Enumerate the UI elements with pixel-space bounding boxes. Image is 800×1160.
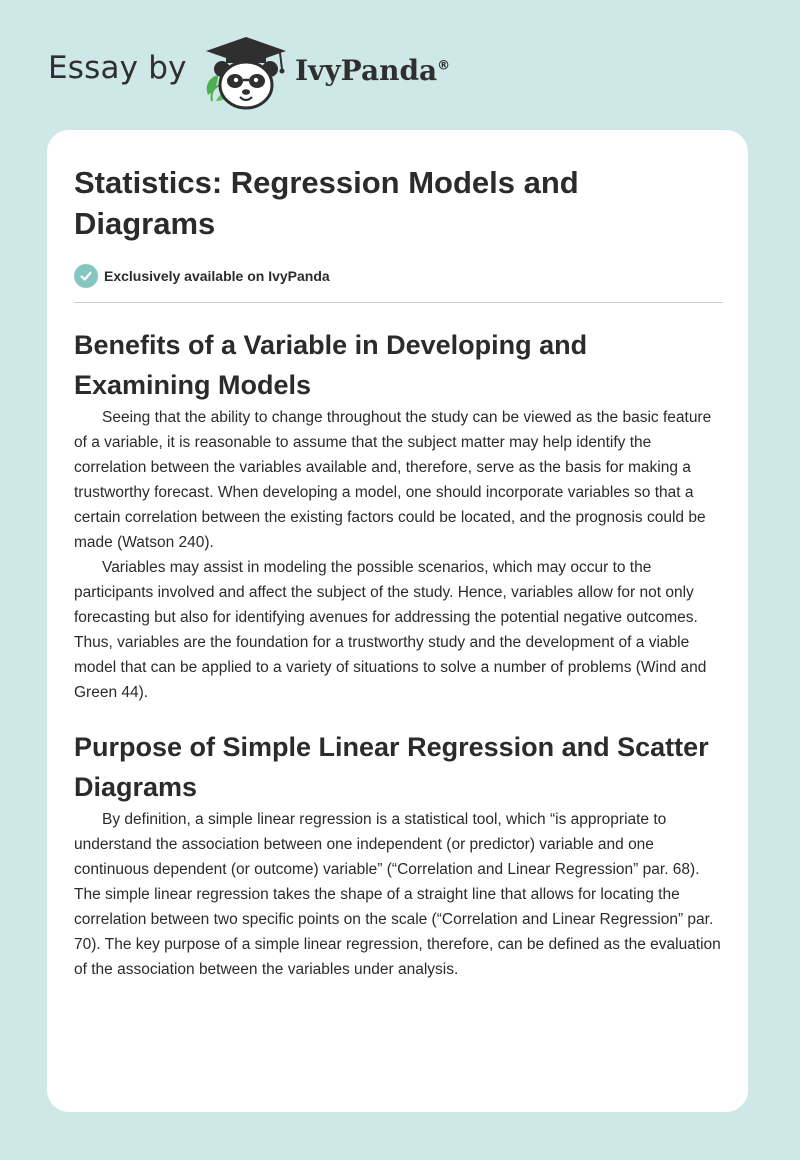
exclusive-label: Exclusively available on IvyPanda: [104, 268, 330, 284]
essay-by-label: Essay by: [48, 50, 187, 86]
brand-label: IvyPanda: [295, 54, 438, 87]
essay-content: [74, 162, 723, 982]
brand-name: [295, 54, 450, 87]
registered-mark: ®: [437, 58, 451, 74]
exclusive-badge: [74, 262, 723, 290]
paragraph: Variables may assist in modeling the possible scenarios, which may occur to the participants involved and affect the subject of the study. Hence, variables allow for not only forecasting but also for identifying avenues for addressing the potential negative outcomes. Thus, variables are the foundation for a trustworthy study and the development of a viable model that can be applied to a variety of situations to solve a number of problems (Wind and Green 44).: [74, 559, 707, 701]
page-title: Statistics: Regression Models and Diagrams: [74, 165, 579, 241]
site-header: [48, 30, 748, 110]
paragraph: Seeing that the ability to change throughout the study can be viewed as the basic feature of a variable, it is reasonable to assume that the subject matter may help identify the correlation between the variables available and, therefore, serve as the basis for making a trustworthy forecast. When developing a model, one should incorporate variables so that a certain correlation between the existing factors could be located, and the prognosis could be made (Watson 240).: [74, 409, 712, 551]
panda-graduate-icon: [200, 35, 290, 111]
check-icon: [74, 264, 98, 288]
divider: [74, 302, 723, 303]
paragraph: By definition, a simple linear regression is a statistical tool, which “is appropriate to understand the association between one independent (or predictor) variable and one continuous dependent (or outcome) variable” (“Correlation and Linear Regression” par. 68). The simple linear regression takes the shape of a straight line that allows for locating the correlation between two specific points on the scale (“Correlation and Linear Regression” par. 70). The key purpose of a simple linear regression, therefore, can be defined as the evaluation of the association between the variables under analysis.: [74, 811, 721, 978]
section-heading: Purpose of Simple Linear Regression and Scatter Diagrams: [74, 732, 709, 802]
essay-card: [47, 130, 748, 1112]
section-heading: Benefits of a Variable in Developing and Examining Models: [74, 330, 588, 400]
